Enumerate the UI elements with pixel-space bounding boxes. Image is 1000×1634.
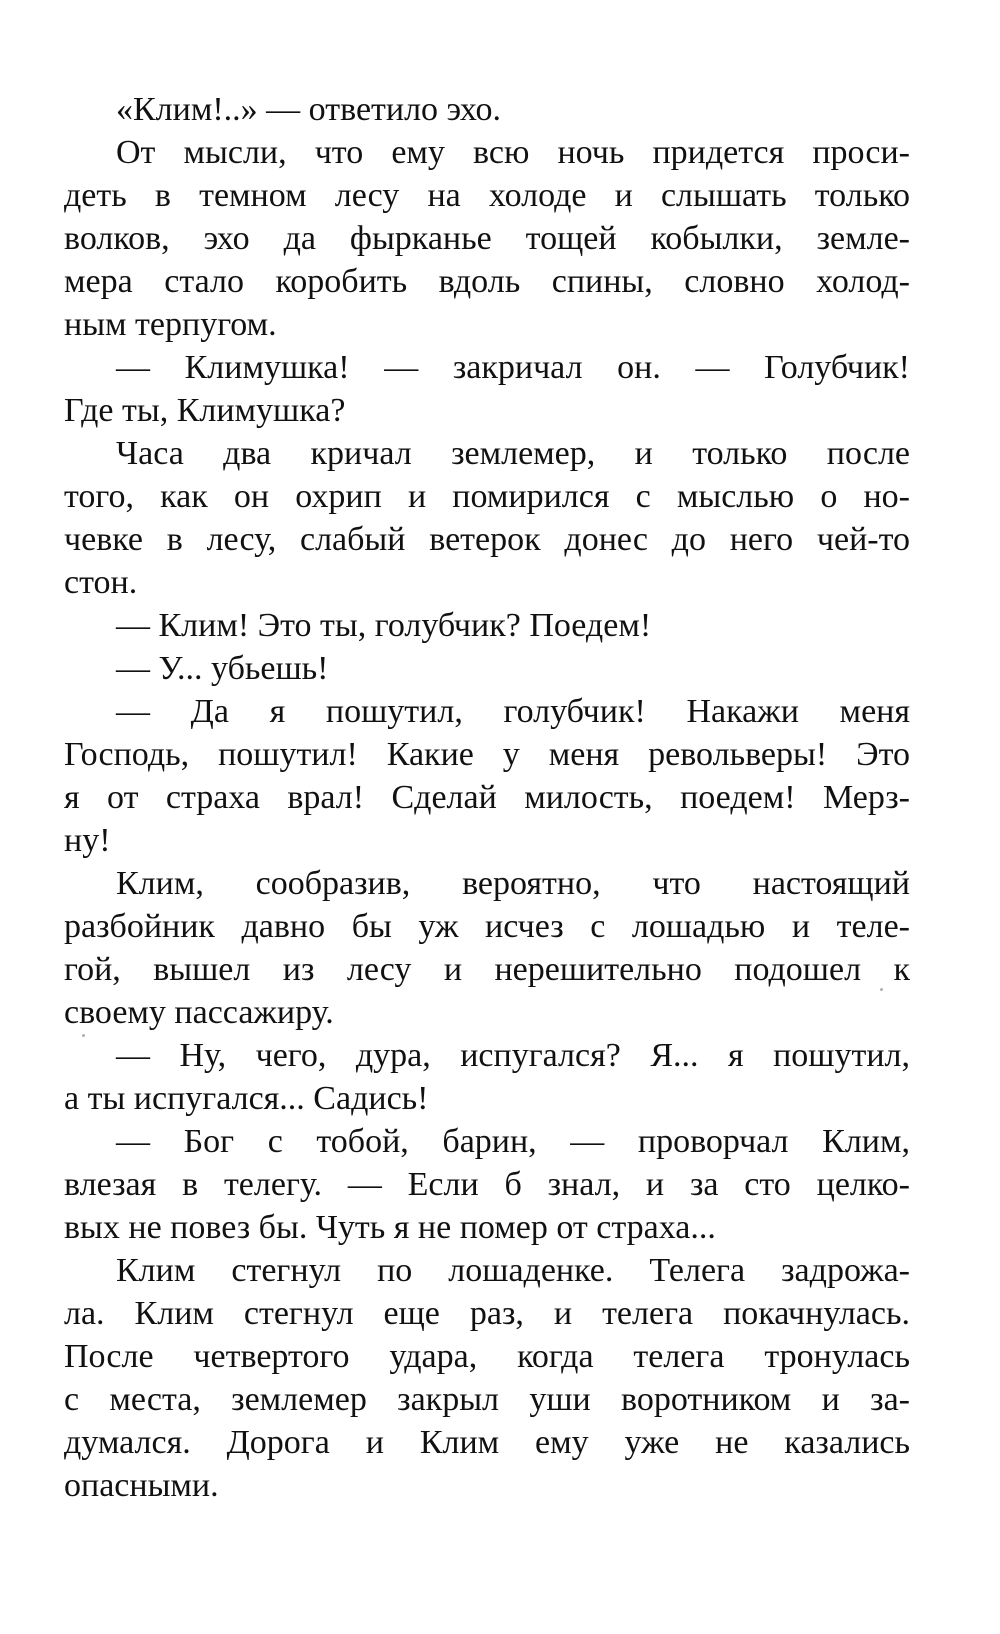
text-line: — Да я пошутил, голубчик! Накажи меня: [116, 693, 910, 730]
text-line: После четвертого удара, когда телега тронулась: [64, 1338, 910, 1375]
text-line: — Бог с тобой, барин, — проворчал Клим,: [116, 1123, 910, 1160]
text-line: ным терпугом.: [64, 306, 277, 343]
text-line: «Клим!..» — ответило эхо.: [116, 91, 502, 128]
text-line: с места, землемер закрыл уши воротником и за-: [64, 1381, 910, 1418]
text-line: стон.: [64, 564, 138, 601]
text-line: Часа два кричал землемер, и только после: [116, 435, 910, 472]
text-line: Господь, пошутил! Какие у меня револьверы! Это: [64, 736, 910, 773]
text-line: я от страха врал! Сделай милость, поедем! Мерз-: [64, 779, 910, 816]
text-line: разбойник давно бы уж исчез с лошадью и теле-: [64, 908, 910, 945]
scan-speck: [880, 988, 883, 991]
text-line: вых не повез бы. Чуть я не помер от страха...: [64, 1209, 716, 1246]
text-line: опасными.: [64, 1467, 219, 1504]
text-line: — Клим! Это ты, голубчик? Поедем!: [116, 607, 652, 644]
text-line: Клим стегнул по лошаденке. Телега задрожа-: [116, 1252, 910, 1289]
scan-speck: [82, 1034, 85, 1037]
text-line: своему пассажиру.: [64, 994, 334, 1031]
text-line: деть в темном лесу на холоде и слышать только: [64, 177, 910, 214]
text-line: того, как он охрип и помирился с мыслью о но-: [64, 478, 910, 515]
text-line: — Ну, чего, дура, испугался? Я... я пошутил,: [116, 1037, 910, 1074]
text-line: Клим, сообразив, вероятно, что настоящий: [116, 865, 910, 902]
text-line: — У... убьешь!: [116, 650, 329, 687]
text-line: — Климушка! — закричал он. — Голубчик!: [116, 349, 910, 386]
text-line: влезая в телегу. — Если б знал, и за сто целко-: [64, 1166, 910, 1203]
text-line: мера стало коробить вдоль спины, словно холод-: [64, 263, 910, 300]
text-line: чевке в лесу, слабый ветерок донес до него чей-то: [64, 521, 910, 558]
text-line: От мысли, что ему всю ночь придется проси-: [116, 134, 910, 171]
text-line: ла. Клим стегнул еще раз, и телега покачнулась.: [64, 1295, 910, 1332]
page-text: [64, 88, 910, 1507]
text-line: ну!: [64, 822, 111, 859]
text-line: Где ты, Климушка?: [64, 392, 346, 429]
text-line: волков, эхо да фырканье тощей кобылки, земле-: [64, 220, 910, 257]
text-line: а ты испугался... Садись!: [64, 1080, 429, 1117]
text-line: гой, вышел из лесу и нерешительно подошел к: [64, 951, 910, 988]
text-line: думался. Дорога и Клим ему уже не казались: [64, 1424, 910, 1461]
